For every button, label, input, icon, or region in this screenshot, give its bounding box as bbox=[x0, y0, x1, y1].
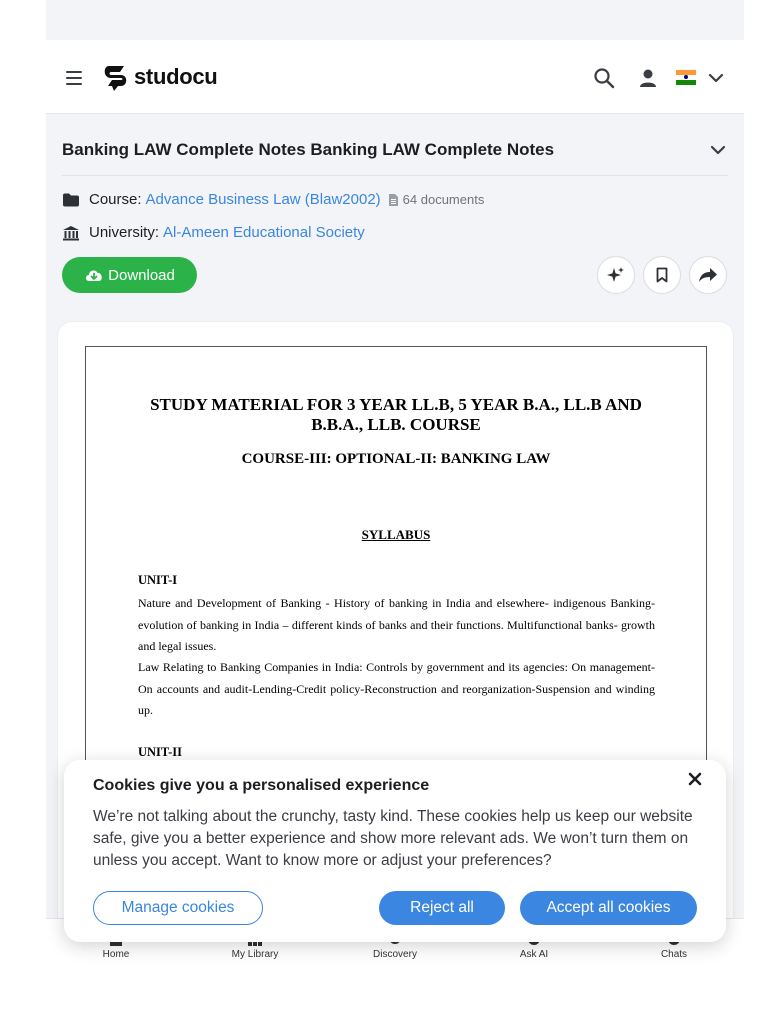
nav-home[interactable]: Home bbox=[102, 949, 130, 960]
share-button[interactable] bbox=[689, 256, 727, 294]
chevron-down-icon[interactable] bbox=[708, 140, 728, 160]
nav-discovery[interactable]: Discovery bbox=[373, 949, 417, 960]
share-icon bbox=[698, 267, 718, 283]
university-row bbox=[62, 224, 365, 241]
reject-all-button[interactable]: Reject all bbox=[379, 891, 505, 925]
university-icon bbox=[62, 225, 80, 241]
nav-chats[interactable]: Chats bbox=[660, 949, 688, 960]
unit1-paragraph-2: Law Relating to Banking Companies in India: Controls by government and its agencies: On management-On accounts and audit-Lending-Credit policy-Reconstruction and reorganization-Suspension and winding up. bbox=[138, 660, 655, 717]
cookie-title: Cookies give you a personalised experience bbox=[93, 777, 430, 794]
document-icon bbox=[389, 194, 398, 206]
course-row bbox=[62, 191, 484, 208]
bookmark-button[interactable] bbox=[643, 256, 681, 294]
course-docs-count bbox=[389, 192, 485, 207]
course-link[interactable]: Advance Business Law (Blaw2002) bbox=[145, 191, 381, 208]
nav-my-library[interactable]: My Library bbox=[231, 949, 279, 960]
page-heading bbox=[86, 395, 706, 435]
document-title: Banking LAW Complete Notes Banking LAW Complete Notes bbox=[62, 140, 555, 159]
page-subheading: COURSE-III: OPTIONAL-II: BANKING LAW bbox=[241, 451, 551, 467]
sparkle-icon bbox=[607, 266, 625, 284]
download-button[interactable] bbox=[62, 257, 197, 293]
folder-icon bbox=[62, 192, 80, 208]
unit1-paragraph-1: Nature and Development of Banking - History of banking in India and elsewhere- indigenous Banking-evolution of banking in India – different kinds of banks and their functions. Multifunctional banks- growth and legal issues. bbox=[138, 596, 655, 653]
cloud-download-icon bbox=[84, 267, 104, 283]
unit1-heading: UNIT-I bbox=[138, 573, 178, 587]
accept-all-cookies-button[interactable]: Accept all cookies bbox=[520, 891, 697, 925]
close-icon[interactable] bbox=[686, 770, 704, 788]
manage-cookies-button[interactable]: Manage cookies bbox=[93, 891, 263, 925]
logo-text[interactable]: studocu bbox=[134, 64, 218, 89]
page-heading-line1: STUDY MATERIAL FOR 3 YEAR LL.B, 5 YEAR B.A., LL.B AND bbox=[150, 395, 642, 414]
document-title-row[interactable] bbox=[62, 126, 728, 176]
syllabus-heading: SYLLABUS bbox=[361, 527, 431, 542]
top-bar bbox=[46, 40, 744, 114]
university-label: University: bbox=[89, 224, 160, 241]
india-flag-icon[interactable] bbox=[676, 70, 696, 85]
docs-count-text: 64 documents bbox=[402, 192, 485, 207]
download-label: Download bbox=[108, 266, 175, 284]
unit2-heading: UNIT-II bbox=[138, 745, 183, 759]
ai-sparkle-button[interactable] bbox=[597, 256, 635, 294]
chevron-down-icon[interactable] bbox=[706, 68, 726, 88]
search-icon[interactable] bbox=[592, 66, 616, 90]
university-link[interactable]: Al-Ameen Educational Society bbox=[163, 224, 365, 241]
menu-icon[interactable] bbox=[66, 71, 82, 85]
bookmark-icon bbox=[655, 267, 669, 283]
course-label: Course: bbox=[89, 191, 142, 208]
cookie-text: We’re not talking about the crunchy, tasty kind. These cookies help us keep our website safe, give you a better experience and show more relevant ads. We won’t turn them on unless you accept. Want to know more or adjust your preferences? bbox=[93, 808, 693, 869]
page-heading-line2: B.B.A., LLB. COURSE bbox=[311, 415, 481, 434]
nav-ask-ai[interactable]: Ask AI bbox=[519, 949, 549, 960]
studocu-logo-icon[interactable] bbox=[100, 62, 132, 94]
user-icon[interactable] bbox=[636, 66, 660, 90]
cookie-banner bbox=[64, 760, 726, 942]
